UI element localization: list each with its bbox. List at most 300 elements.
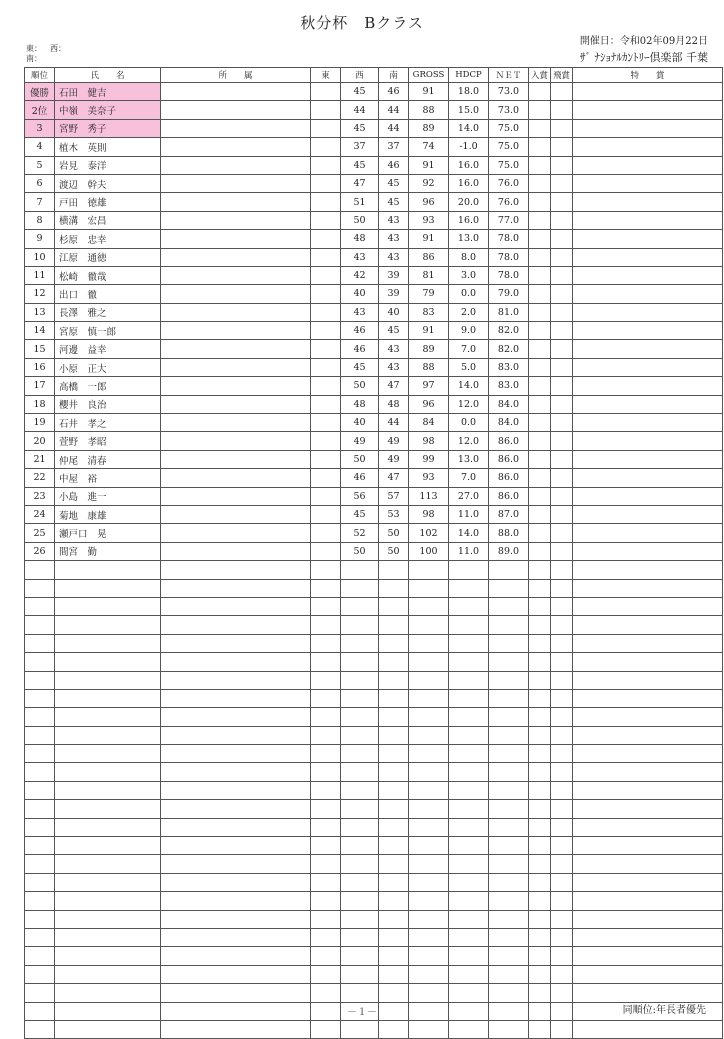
cell-hdcp: 12.0 <box>449 432 489 450</box>
cell-name <box>55 579 161 597</box>
cell-name: 横溝 宏昌 <box>55 211 161 229</box>
cell-hdcp: 13.0 <box>449 230 489 248</box>
cell-hdcp: 14.0 <box>449 377 489 395</box>
cell-toku <box>573 211 723 229</box>
cell-gross: 96 <box>409 193 449 211</box>
cell-net <box>489 855 529 873</box>
cell-hdcp: 11.0 <box>449 505 489 523</box>
cell-aff <box>161 763 311 781</box>
cell-hdcp <box>449 616 489 634</box>
cell-out: 51 <box>341 193 379 211</box>
cell-net: 76.0 <box>489 193 529 211</box>
cell-out: 50 <box>341 542 379 560</box>
table-row <box>25 597 723 615</box>
cell-toku <box>573 855 723 873</box>
cell-out <box>341 928 379 946</box>
cell-name <box>55 873 161 891</box>
cell-aff <box>161 248 311 266</box>
cell-name <box>55 1020 161 1038</box>
cell-gross: 89 <box>409 340 449 358</box>
cell-net <box>489 561 529 579</box>
cell-nyu <box>529 855 551 873</box>
cell-in: 47 <box>379 469 409 487</box>
cell-toku <box>573 377 723 395</box>
cell-gross <box>409 837 449 855</box>
cell-hdcp <box>449 597 489 615</box>
cell-tobi <box>551 542 573 560</box>
cell-in <box>379 616 409 634</box>
cell-in: 43 <box>379 211 409 229</box>
cell-hdcp: 2.0 <box>449 303 489 321</box>
cell-toku <box>573 800 723 818</box>
cell-rank: 26 <box>25 542 55 560</box>
cell-nyu <box>529 377 551 395</box>
cell-gross <box>409 855 449 873</box>
cell-net: 82.0 <box>489 340 529 358</box>
cell-out <box>341 653 379 671</box>
cell-aff <box>161 928 311 946</box>
cell-rank <box>25 634 55 652</box>
results-body <box>25 83 723 1039</box>
results-table <box>24 67 723 1039</box>
cell-net <box>489 1020 529 1038</box>
cell-hdcp: 8.0 <box>449 248 489 266</box>
cell-east <box>311 892 341 910</box>
cell-hdcp <box>449 781 489 799</box>
table-row <box>25 211 723 229</box>
cell-toku <box>573 781 723 799</box>
cell-net: 73.0 <box>489 83 529 101</box>
cell-net <box>489 984 529 1002</box>
cell-hdcp: 27.0 <box>449 487 489 505</box>
cell-out: 45 <box>341 505 379 523</box>
cell-in <box>379 653 409 671</box>
cell-east <box>311 377 341 395</box>
cell-hdcp <box>449 984 489 1002</box>
table-row <box>25 358 723 376</box>
cell-in <box>379 634 409 652</box>
cell-out <box>341 671 379 689</box>
cell-in: 50 <box>379 542 409 560</box>
cell-hdcp: 3.0 <box>449 266 489 284</box>
table-row <box>25 928 723 946</box>
cell-toku <box>573 395 723 413</box>
cell-name: 河邊 益幸 <box>55 340 161 358</box>
cell-rank: 8 <box>25 211 55 229</box>
cell-out: 42 <box>341 266 379 284</box>
column-header: 飛賞 <box>551 68 573 83</box>
cell-in: 43 <box>379 230 409 248</box>
table-row <box>25 873 723 891</box>
cell-name <box>55 800 161 818</box>
cell-nyu <box>529 561 551 579</box>
cell-tobi <box>551 984 573 1002</box>
cell-aff <box>161 395 311 413</box>
cell-hdcp: 14.0 <box>449 119 489 137</box>
cell-tobi <box>551 358 573 376</box>
cell-tobi <box>551 579 573 597</box>
cell-gross <box>409 689 449 707</box>
cell-aff <box>161 211 311 229</box>
table-row <box>25 450 723 468</box>
cell-nyu <box>529 432 551 450</box>
cell-east <box>311 174 341 192</box>
cell-net: 87.0 <box>489 505 529 523</box>
cell-in <box>379 579 409 597</box>
cell-east <box>311 193 341 211</box>
cell-hdcp <box>449 763 489 781</box>
cell-gross <box>409 892 449 910</box>
cell-gross: 91 <box>409 230 449 248</box>
column-header: ＮＥＴ <box>489 68 529 83</box>
cell-in: 43 <box>379 358 409 376</box>
cell-hdcp <box>449 689 489 707</box>
cell-nyu <box>529 193 551 211</box>
cell-toku <box>573 487 723 505</box>
cell-net <box>489 579 529 597</box>
cell-toku <box>573 505 723 523</box>
cell-net <box>489 616 529 634</box>
cell-in <box>379 745 409 763</box>
cell-hdcp: -1.0 <box>449 138 489 156</box>
cell-tobi <box>551 965 573 983</box>
cell-toku <box>573 248 723 266</box>
cell-gross <box>409 910 449 928</box>
cell-tobi <box>551 119 573 137</box>
cell-nyu <box>529 230 551 248</box>
cell-east <box>311 248 341 266</box>
cell-east <box>311 487 341 505</box>
cell-east <box>311 303 341 321</box>
cell-rank <box>25 947 55 965</box>
cell-in: 46 <box>379 156 409 174</box>
cell-toku <box>573 726 723 744</box>
cell-rank: 15 <box>25 340 55 358</box>
cell-net <box>489 671 529 689</box>
cell-nyu <box>529 910 551 928</box>
cell-tobi <box>551 837 573 855</box>
cell-tobi <box>551 469 573 487</box>
cell-net: 88.0 <box>489 524 529 542</box>
cell-net <box>489 928 529 946</box>
cell-aff <box>161 524 311 542</box>
cell-name: 石田 健吉 <box>55 83 161 101</box>
table-row <box>25 763 723 781</box>
cell-nyu <box>529 726 551 744</box>
east-label: 東： <box>26 44 42 53</box>
cell-aff <box>161 487 311 505</box>
cell-rank <box>25 910 55 928</box>
cell-in <box>379 837 409 855</box>
cell-in: 45 <box>379 193 409 211</box>
cell-out: 40 <box>341 414 379 432</box>
cell-nyu <box>529 524 551 542</box>
cell-out <box>341 837 379 855</box>
cell-gross: 91 <box>409 83 449 101</box>
cell-nyu <box>529 469 551 487</box>
cell-gross <box>409 561 449 579</box>
cell-nyu <box>529 965 551 983</box>
cell-name: 間宮 勤 <box>55 542 161 560</box>
cell-aff <box>161 689 311 707</box>
cell-rank: 5 <box>25 156 55 174</box>
cell-net: 82.0 <box>489 322 529 340</box>
cell-rank: 14 <box>25 322 55 340</box>
cell-east <box>311 579 341 597</box>
cell-aff <box>161 634 311 652</box>
cell-nyu <box>529 156 551 174</box>
cell-in: 46 <box>379 83 409 101</box>
event-date: 開催日：令和02年09月22日 <box>579 36 708 47</box>
cell-net: 86.0 <box>489 469 529 487</box>
table-row <box>25 837 723 855</box>
cell-toku <box>573 174 723 192</box>
cell-gross: 99 <box>409 450 449 468</box>
cell-hdcp <box>449 1020 489 1038</box>
cell-hdcp: 15.0 <box>449 101 489 119</box>
cell-name: 菊地 康雄 <box>55 505 161 523</box>
cell-toku <box>573 671 723 689</box>
cell-hdcp: 7.0 <box>449 340 489 358</box>
cell-aff <box>161 450 311 468</box>
cell-rank: 6 <box>25 174 55 192</box>
cell-rank: 21 <box>25 450 55 468</box>
cell-aff <box>161 1020 311 1038</box>
table-row <box>25 156 723 174</box>
table-row <box>25 634 723 652</box>
cell-in <box>379 726 409 744</box>
cell-rank <box>25 597 55 615</box>
cell-out: 45 <box>341 119 379 137</box>
cell-in: 40 <box>379 303 409 321</box>
table-row <box>25 781 723 799</box>
cell-in: 49 <box>379 432 409 450</box>
cell-hdcp: 13.0 <box>449 450 489 468</box>
cell-net: 78.0 <box>489 248 529 266</box>
cell-rank <box>25 708 55 726</box>
cell-in: 48 <box>379 395 409 413</box>
cell-aff <box>161 303 311 321</box>
table-row <box>25 984 723 1002</box>
cell-rank <box>25 800 55 818</box>
cell-gross <box>409 800 449 818</box>
cell-out <box>341 855 379 873</box>
column-header: 所 属 <box>161 68 311 83</box>
cell-aff <box>161 266 311 284</box>
cell-east <box>311 285 341 303</box>
table-row <box>25 965 723 983</box>
cell-nyu <box>529 174 551 192</box>
cell-name: 戸田 徳雄 <box>55 193 161 211</box>
cell-east <box>311 745 341 763</box>
cell-net <box>489 653 529 671</box>
cell-in <box>379 873 409 891</box>
cell-in <box>379 689 409 707</box>
cell-east <box>311 450 341 468</box>
table-row <box>25 800 723 818</box>
cell-name: 高橋 一郎 <box>55 377 161 395</box>
cell-nyu <box>529 597 551 615</box>
cell-out: 48 <box>341 230 379 248</box>
cell-gross: 79 <box>409 285 449 303</box>
table-row <box>25 561 723 579</box>
cell-rank <box>25 873 55 891</box>
cell-gross: 83 <box>409 303 449 321</box>
cell-nyu <box>529 616 551 634</box>
cell-nyu <box>529 119 551 137</box>
cell-hdcp: 0.0 <box>449 285 489 303</box>
cell-nyu <box>529 395 551 413</box>
cell-hdcp <box>449 910 489 928</box>
cell-rank <box>25 855 55 873</box>
cell-aff <box>161 505 311 523</box>
cell-in <box>379 597 409 615</box>
cell-rank <box>25 763 55 781</box>
cell-aff <box>161 322 311 340</box>
cell-tobi <box>551 745 573 763</box>
cell-toku <box>573 358 723 376</box>
table-row <box>25 892 723 910</box>
cell-nyu <box>529 101 551 119</box>
cell-hdcp <box>449 634 489 652</box>
cell-toku <box>573 101 723 119</box>
cell-tobi <box>551 910 573 928</box>
cell-rank: 22 <box>25 469 55 487</box>
cell-toku <box>573 561 723 579</box>
table-row <box>25 285 723 303</box>
cell-name: 櫻井 良治 <box>55 395 161 413</box>
cell-toku <box>573 818 723 836</box>
cell-tobi <box>551 616 573 634</box>
cell-toku <box>573 193 723 211</box>
cell-east <box>311 266 341 284</box>
cell-in: 45 <box>379 174 409 192</box>
cell-gross: 91 <box>409 156 449 174</box>
cell-rank: 20 <box>25 432 55 450</box>
cell-net <box>489 745 529 763</box>
cell-gross <box>409 616 449 634</box>
cell-net: 76.0 <box>489 174 529 192</box>
cell-net <box>489 726 529 744</box>
cell-hdcp <box>449 561 489 579</box>
cell-aff <box>161 377 311 395</box>
cell-aff <box>161 230 311 248</box>
table-row <box>25 266 723 284</box>
cell-out: 37 <box>341 138 379 156</box>
cell-hdcp: 5.0 <box>449 358 489 376</box>
cell-rank: 19 <box>25 414 55 432</box>
cell-rank: 9 <box>25 230 55 248</box>
cell-net <box>489 781 529 799</box>
cell-aff <box>161 432 311 450</box>
cell-gross: 84 <box>409 414 449 432</box>
cell-name: 中嶺 美奈子 <box>55 101 161 119</box>
cell-net: 84.0 <box>489 414 529 432</box>
cell-in <box>379 671 409 689</box>
course-labels <box>26 44 74 64</box>
cell-aff <box>161 358 311 376</box>
cell-toku <box>573 837 723 855</box>
cell-tobi <box>551 781 573 799</box>
cell-aff <box>161 726 311 744</box>
cell-net <box>489 634 529 652</box>
cell-rank <box>25 965 55 983</box>
cell-aff <box>161 156 311 174</box>
table-row <box>25 689 723 707</box>
cell-name <box>55 781 161 799</box>
table-row <box>25 101 723 119</box>
cell-nyu <box>529 892 551 910</box>
cell-name: 長澤 雅之 <box>55 303 161 321</box>
cell-name <box>55 634 161 652</box>
cell-gross: 113 <box>409 487 449 505</box>
cell-east <box>311 984 341 1002</box>
cell-nyu <box>529 285 551 303</box>
cell-aff <box>161 965 311 983</box>
cell-rank: 13 <box>25 303 55 321</box>
cell-rank <box>25 561 55 579</box>
table-row <box>25 230 723 248</box>
cell-net: 75.0 <box>489 138 529 156</box>
cell-name: 杉原 忠幸 <box>55 230 161 248</box>
cell-aff <box>161 285 311 303</box>
cell-hdcp: 0.0 <box>449 414 489 432</box>
cell-name <box>55 726 161 744</box>
cell-out <box>341 561 379 579</box>
cell-out <box>341 984 379 1002</box>
cell-east <box>311 763 341 781</box>
cell-east <box>311 211 341 229</box>
cell-in <box>379 855 409 873</box>
cell-hdcp <box>449 818 489 836</box>
cell-rank: 25 <box>25 524 55 542</box>
cell-out: 50 <box>341 377 379 395</box>
cell-tobi <box>551 524 573 542</box>
cell-nyu <box>529 266 551 284</box>
cell-out <box>341 726 379 744</box>
cell-tobi <box>551 248 573 266</box>
cell-out <box>341 800 379 818</box>
cell-east <box>311 965 341 983</box>
cell-out <box>341 616 379 634</box>
cell-hdcp <box>449 653 489 671</box>
cell-aff <box>161 542 311 560</box>
cell-in: 53 <box>379 505 409 523</box>
cell-out <box>341 892 379 910</box>
cell-tobi <box>551 340 573 358</box>
cell-rank <box>25 726 55 744</box>
cell-net: 75.0 <box>489 119 529 137</box>
table-row <box>25 432 723 450</box>
cell-hdcp <box>449 873 489 891</box>
cell-aff <box>161 984 311 1002</box>
cell-aff <box>161 414 311 432</box>
cell-tobi <box>551 395 573 413</box>
cell-east <box>311 726 341 744</box>
cell-toku <box>573 616 723 634</box>
page-number: －１－ <box>347 1007 377 1018</box>
cell-aff <box>161 119 311 137</box>
cell-gross <box>409 947 449 965</box>
cell-toku <box>573 928 723 946</box>
table-row <box>25 487 723 505</box>
cell-gross <box>409 1020 449 1038</box>
cell-tobi <box>551 322 573 340</box>
cell-name <box>55 947 161 965</box>
cell-tobi <box>551 800 573 818</box>
cell-hdcp: 11.0 <box>449 542 489 560</box>
cell-name <box>55 965 161 983</box>
